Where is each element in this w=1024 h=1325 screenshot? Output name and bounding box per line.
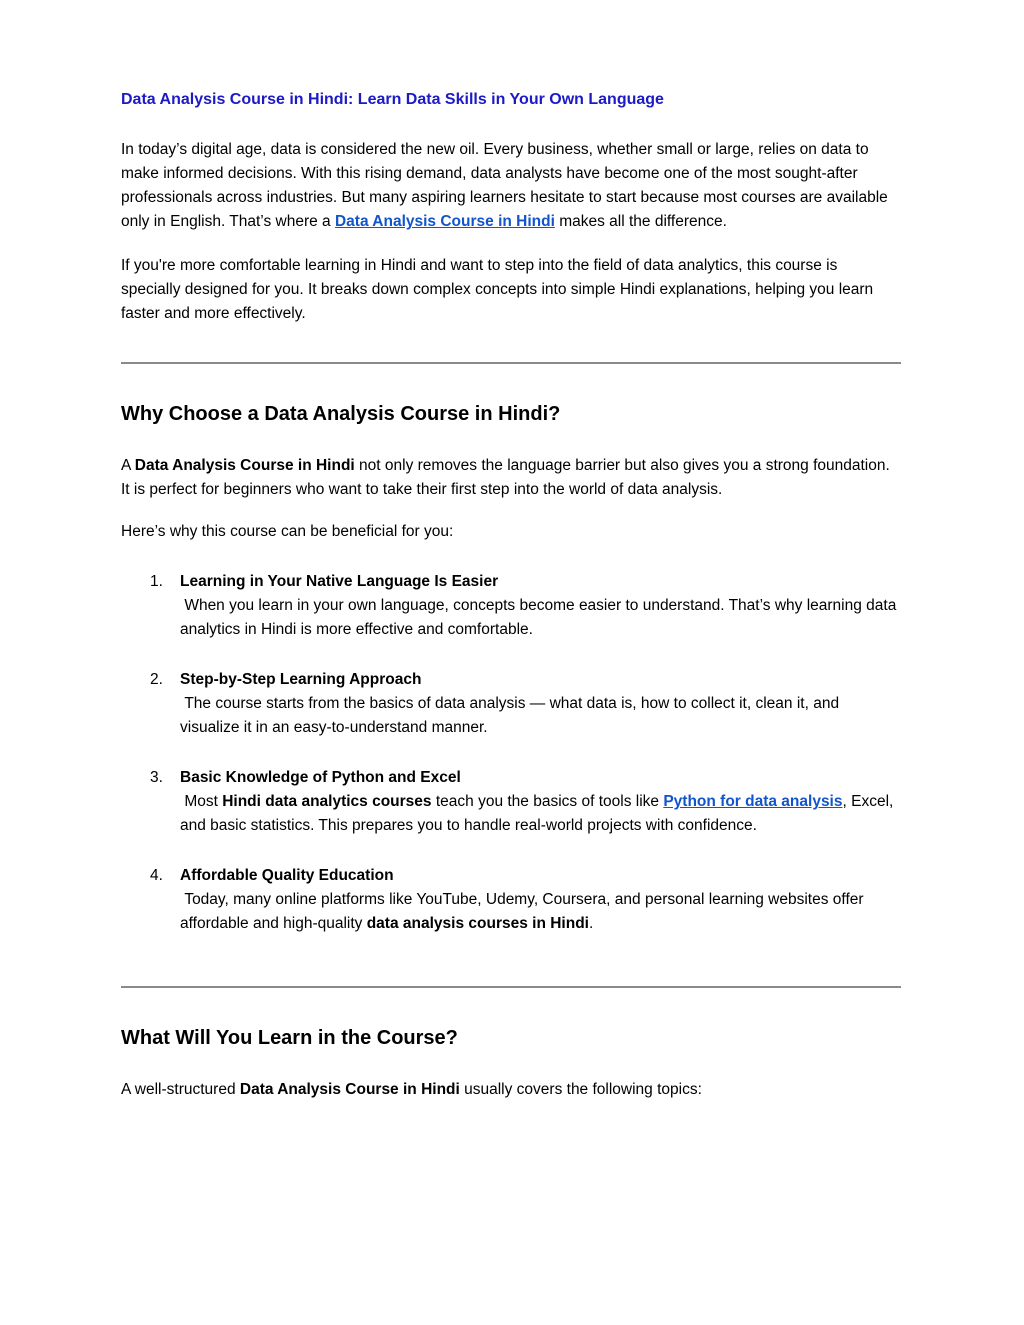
heading-what-will-you-learn: What Will You Learn in the Course?: [121, 1027, 458, 1049]
list-item-native-language: [150, 570, 901, 642]
intro-paragraph-1: [121, 138, 901, 234]
section-divider-1: [121, 362, 901, 364]
why-p1-text-after: not only removes the language barrier but also gives you a strong foundation. It is perfect for beginners who want to take their first step into the world of data analysis.: [121, 457, 890, 498]
list-item-title: Affordable Quality Education: [180, 867, 394, 884]
why-p1-text: A: [121, 457, 135, 474]
list-item-description: [180, 888, 901, 936]
intro-p1-text-after: makes all the difference.: [554, 213, 727, 230]
data-analysis-course-link[interactable]: Data Analysis Course in Hindi: [334, 213, 555, 230]
list-item-title: Basic Knowledge of Python and Excel: [180, 769, 461, 786]
list-number: 2.: [150, 671, 163, 688]
list-number: 4.: [150, 867, 163, 884]
list-number: 3.: [150, 769, 163, 786]
desc-text-after: .: [588, 915, 594, 932]
list-item-python-excel: [150, 766, 901, 838]
benefits-intro: Here’s why this course can be beneficial for you:: [121, 523, 454, 540]
list-item-title: Learning in Your Native Language Is Easier: [180, 573, 499, 590]
page-title: Data Analysis Course in Hindi: Learn Data Skills in Your Own Language: [121, 91, 664, 108]
desc-bold: Hindi data analytics courses: [222, 793, 432, 810]
list-number: 1.: [150, 573, 163, 590]
learn-p1-text: A well-structured: [121, 1081, 240, 1098]
desc-text: Today, many online platforms like YouTube, Udemy, Coursera, and personal learning websites offer affordable and high-quality: [180, 891, 868, 932]
heading-why-choose: Why Choose a Data Analysis Course in Hindi?: [121, 403, 561, 425]
desc-text: Most: [180, 793, 223, 810]
section-divider-2: [121, 986, 901, 988]
desc-text-mid: teach you the basics of tools like: [431, 793, 664, 810]
intro-p1-text: In today’s digital age, data is considered the new oil. Every business, whether small or large, relies on data to make informed decisions. With this rising demand, data analysts have become one of the most sought-after professionals across industries. But many aspiring learners hesitate to start because most courses are available only in English. That’s where a: [121, 141, 888, 230]
list-item-description: [180, 790, 901, 838]
list-item-description: The course starts from the basics of data analysis — what data is, how to collect it, clean it, and visualize it in an easy-to-understand manner.: [180, 695, 844, 736]
benefits-list: [121, 570, 901, 936]
list-item-description: When you learn in your own language, concepts become easier to understand. That’s why learning data analytics in Hindi is more effective and comfortable.: [180, 597, 901, 638]
learn-paragraph-1: [121, 1078, 901, 1102]
desc-text-after: , Excel, and basic statistics. This prepares you to handle real-world projects with confidence.: [180, 793, 898, 834]
why-p1-bold: Data Analysis Course in Hindi: [134, 457, 355, 474]
list-item-step-by-step: [150, 668, 901, 740]
list-item-affordable: [150, 864, 901, 936]
why-paragraph-1: [121, 454, 901, 502]
list-item-title: Step-by-Step Learning Approach: [180, 671, 422, 688]
intro-paragraph-2: If you're more comfortable learning in Hindi and want to step into the field of data analytics, this course is specially designed for you. It breaks down complex concepts into simple Hindi explanations, helping you learn faster and more effectively.: [121, 257, 874, 322]
python-for-data-analysis-link[interactable]: Python for data analysis: [663, 793, 843, 810]
learn-p1-bold: Data Analysis Course in Hindi: [239, 1081, 460, 1098]
desc-bold: data analysis courses in Hindi: [366, 915, 589, 932]
learn-p1-text-after: usually covers the following topics:: [459, 1081, 702, 1098]
